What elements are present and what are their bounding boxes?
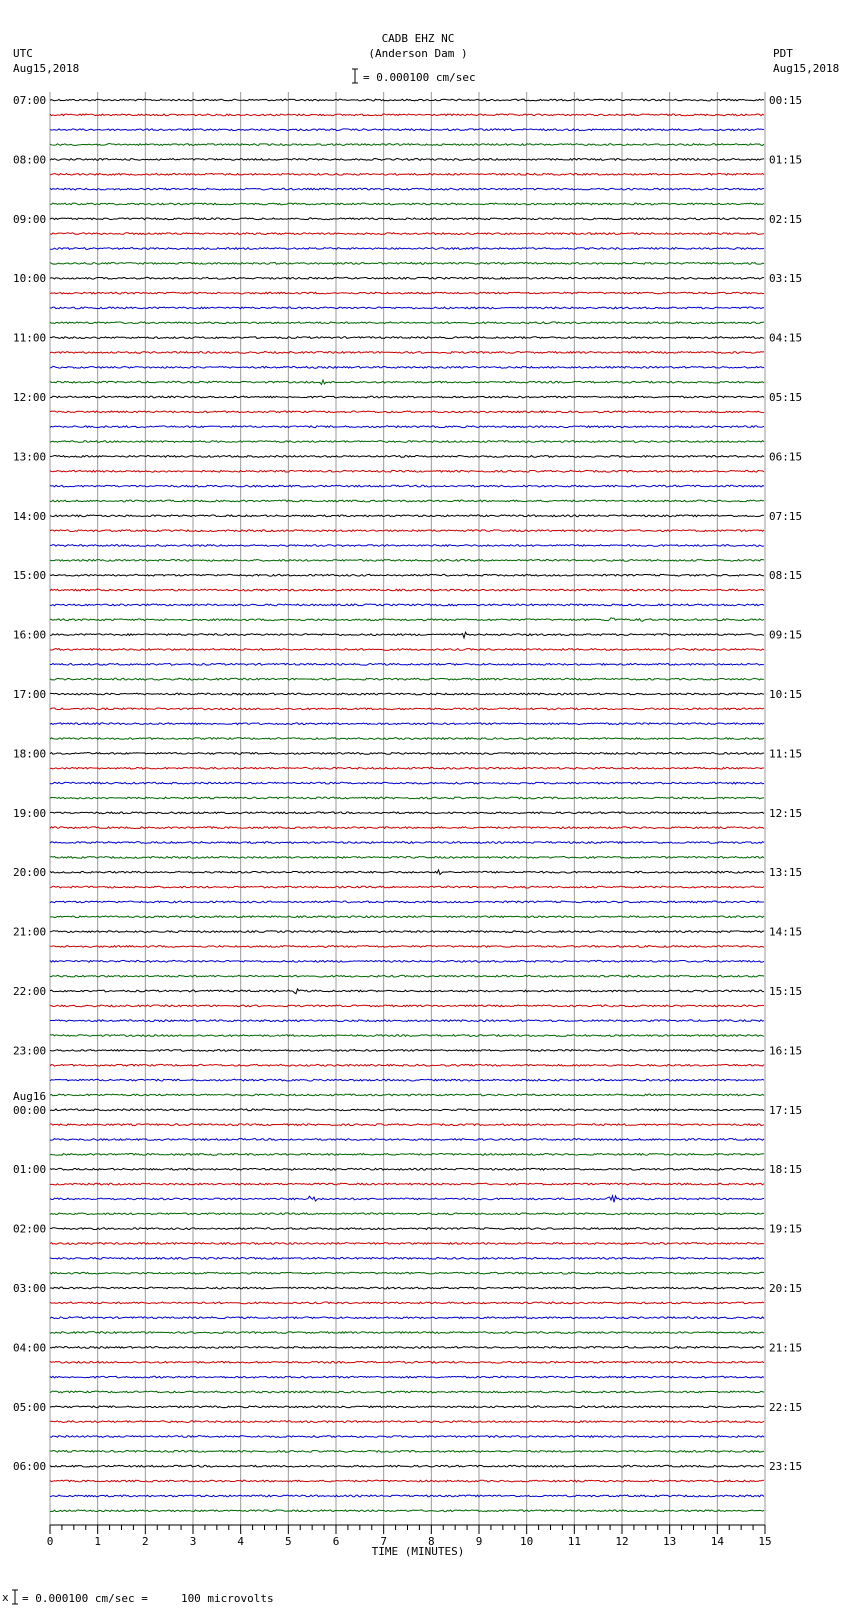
trace-93 xyxy=(50,1480,764,1482)
pdt-hour-label: 17:15 xyxy=(769,1103,803,1117)
trace-81 xyxy=(50,1302,764,1304)
trace-79 xyxy=(50,1272,764,1274)
trace-44 xyxy=(50,753,764,755)
x-tick-label: 6 xyxy=(332,1535,340,1548)
trace-26 xyxy=(50,485,764,487)
footer-scale-label: = 0.000100 cm/sec = 100 microvolts xyxy=(22,1592,274,1605)
pdt-hour-label: 14:15 xyxy=(769,925,803,939)
trace-64 xyxy=(50,1050,764,1052)
trace-23 xyxy=(50,441,764,443)
trace-17 xyxy=(50,352,764,354)
right-date: Aug15,2018 xyxy=(773,62,840,75)
trace-15 xyxy=(50,322,764,324)
utc-hour-label: 18:00 xyxy=(13,747,47,761)
trace-32 xyxy=(50,574,764,576)
trace-78 xyxy=(50,1257,764,1259)
pdt-hour-label: 20:15 xyxy=(769,1282,803,1295)
x-tick-label: 9 xyxy=(475,1535,483,1548)
utc-hour-label: 09:00 xyxy=(13,212,47,226)
utc-hour-label: 22:00 xyxy=(13,985,47,998)
trace-91 xyxy=(50,1450,764,1452)
utc-hour-label: 01:00 xyxy=(13,1163,47,1177)
trace-7 xyxy=(50,203,764,205)
trace-40 xyxy=(50,693,764,695)
x-tick-label: 15 xyxy=(758,1535,772,1548)
trace-55 xyxy=(50,916,764,918)
trace-35 xyxy=(50,618,764,621)
utc-hour-label: 12:00 xyxy=(13,391,47,404)
pdt-hour-label: 15:15 xyxy=(769,985,803,998)
pdt-hour-label: 00:15 xyxy=(769,94,803,107)
x-tick-label: 0 xyxy=(46,1535,54,1548)
trace-9 xyxy=(50,233,764,235)
utc-hour-label: 06:00 xyxy=(13,1460,47,1474)
utc-hour-label: 00:00 xyxy=(13,1103,47,1117)
trace-10 xyxy=(50,248,764,250)
utc-hour-label: 10:00 xyxy=(13,272,47,286)
trace-24 xyxy=(50,456,764,458)
trace-56 xyxy=(50,931,764,933)
trace-58 xyxy=(50,960,764,962)
x-tick-label: 11 xyxy=(567,1535,581,1548)
trace-94 xyxy=(50,1495,764,1497)
trace-46 xyxy=(50,782,764,784)
utc-hour-label: 19:00 xyxy=(13,806,47,820)
pdt-hour-label: 18:15 xyxy=(769,1163,803,1177)
utc-hour-label: 21:00 xyxy=(13,925,47,939)
pdt-hour-label: 10:15 xyxy=(769,688,803,701)
trace-59 xyxy=(50,975,764,977)
trace-19 xyxy=(50,380,764,384)
trace-4 xyxy=(50,159,764,161)
trace-62 xyxy=(50,1020,764,1022)
pdt-hour-label: 13:15 xyxy=(769,866,803,880)
trace-51 xyxy=(50,856,764,858)
utc-hour-label: 23:00 xyxy=(13,1044,47,1058)
utc-hour-label: 04:00 xyxy=(13,1341,47,1355)
trace-12 xyxy=(50,277,764,279)
trace-37 xyxy=(50,649,764,651)
right-timezone: PDT xyxy=(773,47,793,60)
pdt-hour-label: 16:15 xyxy=(769,1044,803,1058)
trace-34 xyxy=(50,604,764,606)
trace-95 xyxy=(50,1510,764,1512)
trace-30 xyxy=(50,545,764,547)
footer-marker: x xyxy=(2,1591,9,1604)
trace-21 xyxy=(50,411,764,413)
x-tick-label: 12 xyxy=(615,1535,629,1548)
trace-77 xyxy=(50,1243,764,1245)
trace-16 xyxy=(50,337,764,339)
trace-13 xyxy=(50,292,764,294)
x-axis-title: TIME (MINUTES) xyxy=(371,1545,465,1558)
trace-45 xyxy=(50,767,764,769)
x-tick-label: 8 xyxy=(428,1535,435,1548)
pdt-hour-label: 04:15 xyxy=(769,331,803,345)
pdt-hour-label: 07:15 xyxy=(769,509,803,523)
x-tick-label: 13 xyxy=(663,1535,677,1548)
time-grid xyxy=(50,92,765,1525)
station-title: CADB EHZ NC xyxy=(381,32,455,45)
trace-20 xyxy=(50,396,764,398)
trace-85 xyxy=(50,1361,764,1363)
trace-80 xyxy=(50,1287,764,1289)
trace-53 xyxy=(50,886,764,888)
trace-92 xyxy=(50,1465,764,1467)
trace-31 xyxy=(50,559,764,561)
trace-3 xyxy=(50,144,764,146)
pdt-hour-label: 05:15 xyxy=(769,391,803,404)
pdt-hour-label: 09:15 xyxy=(769,628,803,642)
trace-5 xyxy=(50,173,764,175)
trace-36 xyxy=(50,632,764,638)
trace-83 xyxy=(50,1332,764,1334)
x-tick-label: 14 xyxy=(710,1535,724,1548)
utc-hour-label: 15:00 xyxy=(13,569,47,583)
pdt-hour-label: 01:15 xyxy=(769,153,803,167)
trace-27 xyxy=(50,500,764,502)
utc-hour-label: 08:00 xyxy=(13,153,47,167)
trace-74 xyxy=(50,1196,764,1203)
trace-61 xyxy=(50,1005,764,1007)
x-tick-label: 5 xyxy=(285,1535,292,1548)
trace-14 xyxy=(50,307,764,309)
trace-71 xyxy=(50,1153,764,1155)
pdt-hour-label: 21:15 xyxy=(769,1341,803,1355)
x-tick-label: 2 xyxy=(142,1535,149,1548)
utc-hour-label: 11:00 xyxy=(13,331,47,345)
utc-hour-label: 13:00 xyxy=(13,450,47,464)
trace-82 xyxy=(50,1317,764,1319)
trace-41 xyxy=(50,708,764,710)
pdt-hour-label: 02:15 xyxy=(769,212,803,226)
trace-63 xyxy=(50,1035,764,1037)
trace-47 xyxy=(50,797,764,799)
trace-22 xyxy=(50,426,764,428)
utc-hour-label: 14:00 xyxy=(13,509,47,523)
trace-69 xyxy=(50,1124,764,1126)
seismic-traces xyxy=(50,99,764,1512)
trace-66 xyxy=(50,1079,764,1081)
trace-2 xyxy=(50,129,764,131)
trace-65 xyxy=(50,1064,764,1066)
utc-hour-label: 07:00 xyxy=(13,94,47,107)
trace-29 xyxy=(50,530,764,532)
trace-48 xyxy=(50,812,764,814)
trace-43 xyxy=(50,738,764,740)
trace-86 xyxy=(50,1376,764,1378)
trace-1 xyxy=(50,114,764,116)
trace-89 xyxy=(50,1421,764,1423)
trace-0 xyxy=(50,99,764,101)
x-tick-label: 4 xyxy=(237,1535,244,1548)
pdt-hour-label: 06:15 xyxy=(769,450,803,464)
trace-52 xyxy=(50,870,764,875)
trace-76 xyxy=(50,1228,764,1230)
utc-hour-label: 05:00 xyxy=(13,1400,47,1414)
trace-73 xyxy=(50,1183,764,1185)
trace-68 xyxy=(50,1109,764,1111)
trace-28 xyxy=(50,515,764,517)
trace-54 xyxy=(50,901,764,903)
trace-88 xyxy=(50,1406,764,1408)
pdt-hour-label: 11:15 xyxy=(769,747,803,761)
station-location: (Anderson Dam ) xyxy=(368,47,468,60)
trace-75 xyxy=(50,1213,764,1215)
trace-87 xyxy=(50,1391,764,1393)
pdt-hour-label: 12:15 xyxy=(769,806,803,820)
pdt-hour-label: 03:15 xyxy=(769,272,803,286)
footer-scale-bar-icon xyxy=(12,1590,18,1604)
trace-60 xyxy=(50,989,764,994)
trace-6 xyxy=(50,188,764,190)
x-tick-label: 3 xyxy=(189,1535,197,1548)
utc-hour-label: 03:00 xyxy=(13,1282,47,1295)
date-change-label: Aug16 xyxy=(13,1089,47,1103)
utc-hour-label: 17:00 xyxy=(13,688,47,701)
trace-70 xyxy=(50,1139,764,1141)
pdt-hour-label: 23:15 xyxy=(769,1460,803,1474)
trace-49 xyxy=(50,827,764,829)
scale-label: = 0.000100 cm/sec xyxy=(363,71,476,84)
x-tick-label: 1 xyxy=(94,1535,101,1548)
pdt-hour-label: 22:15 xyxy=(769,1400,803,1414)
trace-72 xyxy=(50,1168,764,1170)
trace-18 xyxy=(50,366,764,368)
left-timezone: UTC xyxy=(13,47,33,60)
left-date: Aug15,2018 xyxy=(13,62,80,75)
trace-11 xyxy=(50,262,764,264)
trace-39 xyxy=(50,678,764,680)
x-tick-label: 7 xyxy=(380,1535,387,1548)
utc-hour-label: 02:00 xyxy=(13,1222,47,1236)
x-tick-label: 10 xyxy=(520,1535,534,1548)
scale-bar-icon xyxy=(352,69,358,83)
trace-57 xyxy=(50,946,764,948)
trace-25 xyxy=(50,470,764,472)
pdt-hour-label: 08:15 xyxy=(769,569,803,583)
trace-84 xyxy=(50,1347,764,1349)
utc-hour-label: 20:00 xyxy=(13,866,47,880)
trace-50 xyxy=(50,842,764,844)
trace-8 xyxy=(50,218,764,220)
trace-67 xyxy=(50,1094,764,1096)
utc-hour-label: 16:00 xyxy=(13,628,47,642)
trace-33 xyxy=(50,589,764,591)
pdt-hour-label: 19:15 xyxy=(769,1222,803,1236)
trace-42 xyxy=(50,723,764,725)
trace-90 xyxy=(50,1436,764,1438)
trace-38 xyxy=(50,663,764,665)
